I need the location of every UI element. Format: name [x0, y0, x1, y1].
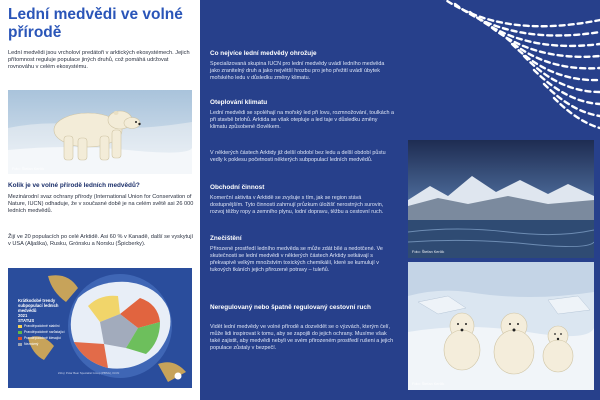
- commerce-paragraph: Komerční aktivita v Arktidě se zvyšuje s tím, jak se region stává dostupnějším. Tyto činnosti zahrnují průzkum úložišť nerostných surovin, rozvoj těžby ropy a zemního plynu, lodní dopravu, těžbu a cestovní ruch.: [210, 195, 384, 215]
- legend-item-unknown: [18, 342, 38, 346]
- legend-item-increasing: [18, 330, 65, 334]
- intro-paragraph: Lední medvědi jsou vrcholoví predátoři v arktických ekosystémech. Jejich přítomnost reguluje populace jiných druhů, což pomáhá udržovat rovnováhu v celém ekosystému.: [8, 50, 190, 71]
- photo-credit: Foto: Štefan Kerčik: [412, 250, 445, 254]
- section-heading-tourism: Neregulovaný nebo špatně regulovaný cestovní ruch: [210, 304, 371, 311]
- left-column: [0, 0, 200, 400]
- wave-dash-pattern: [400, 0, 600, 140]
- polar-bears-ice-photo: [408, 262, 594, 390]
- legend-item-stable: [18, 324, 60, 328]
- map-source: Zdroj: Polar Bear Specialist Group (PBSG), IUCN: [58, 371, 120, 375]
- arctic-map-graphic: [8, 268, 192, 388]
- legend-label: Pravděpodobně narůstající: [24, 330, 65, 334]
- climate-paragraph-2: V některých částech Arktidy již delší období bez ledu a delší období půstu vedly k poklesu početnosti některých subpopulací ledních medvědů.: [210, 150, 386, 163]
- map-title: Krátkodobé trendy subpopulací ledních medvědů: [18, 298, 59, 313]
- section-heading-climate: Oteplování klimatu: [210, 99, 268, 106]
- subpopulation-trends-map: [8, 268, 192, 388]
- legend-label: Pravděpodobně klesající: [24, 336, 62, 340]
- map-legend-title: [18, 298, 78, 323]
- map-status-label: STATUS: [18, 318, 35, 323]
- arctic-landscape-photo: [408, 140, 594, 258]
- polar-bears-ice-image: [408, 262, 594, 390]
- legend-swatch: [18, 325, 22, 328]
- middle-column: [200, 0, 400, 400]
- page-title: Lední medvědi ve volné přírodě: [8, 6, 183, 41]
- legend-swatch: [18, 337, 22, 340]
- section-heading-pollution: Znečištění: [210, 235, 242, 242]
- tourism-paragraph: Vidět lední medvědy ve volné přírodě a dozvědět se o výzvách, kterým čelí, může lidi inspirovat k tomu, aby se zapojili do jejich ochrany. Musíme však také zajistit, aby medvědi nebyli ve svém přirozeném prostředí rušeni a jejich populace zůstaly v bezpečí.: [210, 324, 394, 351]
- legend-label: Pravděpodobně stabilní: [24, 324, 60, 328]
- legend-swatch: [18, 331, 22, 334]
- right-column: [400, 0, 600, 400]
- photo-credit: Foto: Štefan Kerčik: [412, 382, 445, 386]
- walking-polar-bear-photo: [8, 90, 192, 174]
- photo-credit: Foto: Štefan Kerčik: [12, 167, 45, 171]
- section-heading-population: Kolik je ve volné přírodě ledních medvědů?: [8, 182, 140, 189]
- pollution-paragraph: Přirozené prostředí ledního medvěda se může zdát bílé a nedotčené. Ve skutečnosti se lední medvědi v některých částech Arktidy setkávají s překvapivě velkým množstvím toxických chemikálií, které se kumulují v tukových tkáních jejich přirozené potravy – tuleňů.: [210, 246, 383, 273]
- legend-label: Neznámý: [24, 342, 39, 346]
- threats-paragraph: Specializovaná skupina IUCN pro lední medvědy uvádí ledního medvěda jako zranitelný druh a jako největší hrozbu pro jeho přežití uvádí úbytek mořského ledu v důsledku změny klimatu.: [210, 61, 385, 81]
- iucn-estimate-paragraph: Mezinárodní svaz ochrany přírody (International Union for Conservation of Nature, IUCN) odhaduje, že v současné době je na celém světě asi 26 000 ledních medvědů.: [8, 194, 194, 215]
- section-heading-threats: Co nejvíce lední medvědy ohrožuje: [210, 50, 317, 57]
- map-year: 2021: [18, 313, 28, 318]
- climate-paragraph-1: Lední medvědi se spoléhají na mořský led při lovu, rozmnožování, toulkách a při stavbě brlohů. Arktida se však otepluje a led taje v důsledku změny klimatu způsobené člověkem.: [210, 110, 394, 130]
- legend-swatch: [18, 343, 22, 346]
- legend-item-declining: [18, 336, 61, 340]
- subpopulations-paragraph: Žijí ve 20 populacích po celé Arktidě. Asi 60 % v Kanadě, další se vyskytují v USA (Aljaška), Rusku, Grónsku a Norsku (Špicberky).: [8, 234, 194, 248]
- arctic-landscape-image: [408, 140, 594, 258]
- walking-polar-bear-image: [8, 90, 192, 174]
- section-heading-commerce: Obchodní činnost: [210, 184, 265, 191]
